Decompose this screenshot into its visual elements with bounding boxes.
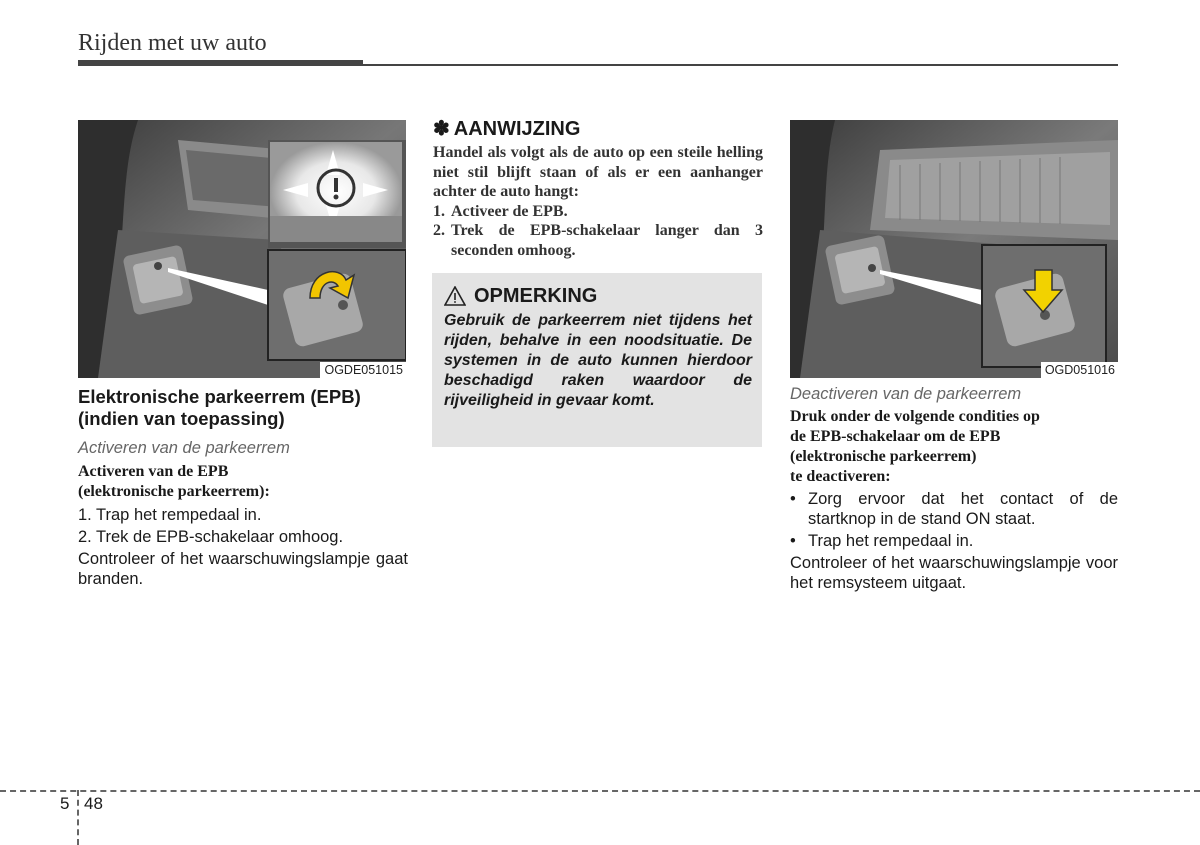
section-heading <box>78 386 408 430</box>
header-rule-thick <box>78 60 363 66</box>
note-item-1 <box>433 202 763 222</box>
deactivate-paragraph: Controleer of het waarschuwingslampje voor het remsysteem uitgaat. <box>790 554 1118 592</box>
activate-step-1: 1. Trap het rempedaal in. <box>78 506 262 524</box>
note-title-text: AANWIJZING <box>453 118 581 140</box>
figure-code-right: OGD051016 <box>1041 362 1118 378</box>
deactivate-subheading: Deactiveren van de parkeerrem <box>790 385 1022 403</box>
footer-divider <box>77 790 79 845</box>
note-item-1-number: 1. <box>433 202 445 220</box>
deactivate-bullet-2 <box>790 531 1118 551</box>
footer-rule <box>0 790 1200 792</box>
note-item-2-text: Trek de EPB-schakelaar langer dan 3 seconden omhoog. <box>451 222 763 259</box>
bullet-icon: • <box>790 532 796 550</box>
warning-text: Gebruik de parkeerrem niet tijdens het rijden, behalve in een noodsituatie. De systemen in de auto kunnen hierdoor beschadigd raken waardoor de rijveiligheid in gevaar komt. <box>444 312 752 409</box>
page-number: 48 <box>84 794 103 813</box>
warning-title <box>444 283 752 309</box>
note-text: Handel als volgt als de auto op een steile helling niet stil blijft staan of als er een aanhanger achter de auto hangt: <box>433 144 763 200</box>
note-asterisk-icon: ✽ <box>433 118 450 140</box>
activate-bold-line1: Activeren van de EPB <box>78 463 229 480</box>
chapter-number: 5 <box>60 794 70 813</box>
note-item-1-text: Activeer de EPB. <box>451 202 568 220</box>
note-section <box>433 117 763 260</box>
epb-activate-section <box>78 386 408 589</box>
note-item-2 <box>433 221 763 260</box>
warning-triangle-icon <box>444 286 466 306</box>
section-heading-line1: Elektronische parkeerrem (EPB) <box>78 386 361 407</box>
warning-title-text: OPMERKING <box>474 285 598 307</box>
figure-code-left: OGDE051015 <box>320 362 406 378</box>
epb-deactivate-illustration <box>790 120 1118 378</box>
note-title <box>433 117 763 141</box>
deactivate-bold-line1: Druk onder de volgende condities op <box>790 408 1040 425</box>
note-item-2-number: 2. <box>433 222 445 239</box>
section-heading-line2: (indien van toepassing) <box>78 408 285 429</box>
header-rule-thin <box>363 64 1118 66</box>
warning-box <box>432 273 762 447</box>
header-title: Rijden met uw auto <box>78 30 267 56</box>
bullet-icon: • <box>790 490 796 508</box>
deactivate-bold-line4: te deactiveren: <box>790 468 891 485</box>
activate-step-2: 2. Trek de EPB-schakelaar omhoog. <box>78 528 344 546</box>
epb-activate-illustration <box>78 120 406 378</box>
activate-subheading: Activeren van de parkeerrem <box>78 439 290 457</box>
epb-deactivate-section <box>790 384 1118 593</box>
deactivate-bullet-2-text: Trap het rempedaal in. <box>808 532 974 550</box>
activate-bold-line2: (elektronische parkeerrem): <box>78 483 270 500</box>
activate-paragraph: Controleer of het waarschuwingslampje gaat branden. <box>78 550 408 588</box>
deactivate-bullet-1 <box>790 489 1118 529</box>
deactivate-bullet-1-text: Zorg ervoor dat het contact of de startknop in de stand ON staat. <box>808 490 1118 528</box>
deactivate-bold-line2: de EPB-schakelaar om de EPB <box>790 428 1001 445</box>
deactivate-bold-line3: (elektronische parkeerrem) <box>790 448 977 465</box>
